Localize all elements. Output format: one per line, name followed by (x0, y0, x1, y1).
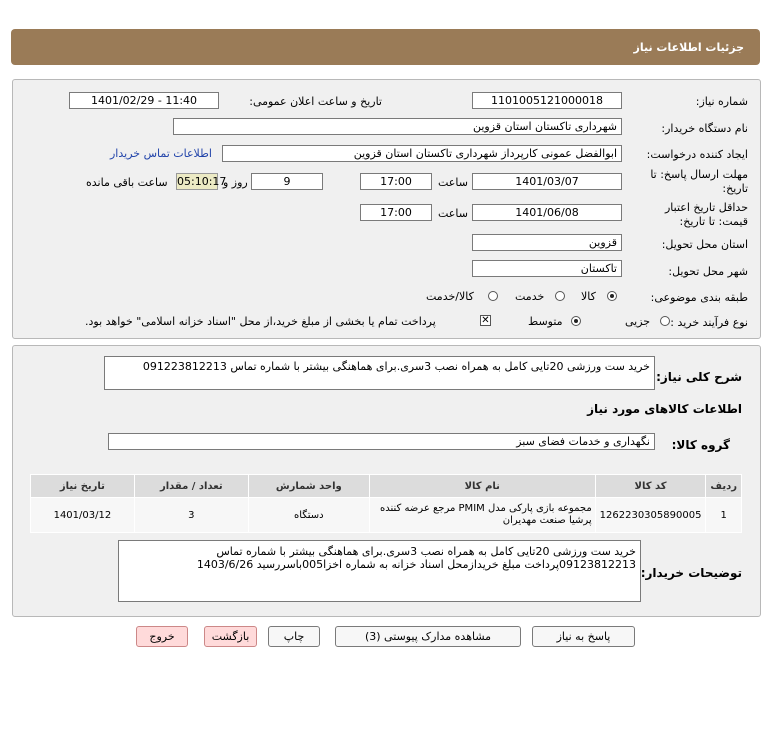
cell-row: 1 (706, 498, 742, 533)
col-row: ردیف (706, 475, 742, 498)
city-label: شهر محل تحویل: (668, 265, 748, 278)
col-qty: تعداد / مقدار (134, 475, 248, 498)
process-radio-medium[interactable] (571, 316, 581, 326)
buyer-org-label: نام دستگاه خریدار: (661, 122, 748, 135)
category-option-goods: کالا (581, 290, 596, 303)
province-field: قزوین (472, 234, 622, 251)
category-radio-both[interactable] (488, 291, 498, 301)
need-number-field: 1101005121000018 (472, 92, 622, 109)
category-radio-goods[interactable] (607, 291, 617, 301)
goods-group-field: نگهداری و خدمات فضای سبز (108, 433, 655, 450)
page-header (11, 29, 760, 65)
buyer-contact-link[interactable]: اطلاعات تماس خریدار (110, 147, 212, 160)
buyer-notes-line-2: 09123812213پرداخت مبلغ خریدازمحل اسناد خزانه به شماره اخزا005باسررسید 1403/6/26 (196, 558, 636, 571)
category-option-both: کالا/خدمت (426, 290, 474, 303)
col-unit: واحد شمارش (248, 475, 369, 498)
process-radio-minor[interactable] (660, 316, 670, 326)
attachments-button[interactable]: مشاهده مدارک پیوستی (3) (335, 626, 521, 647)
validity-label-date: قیمت: تا تاریخ: (679, 215, 748, 228)
deadline-label-date: تاریخ: (722, 182, 748, 195)
announce-label: تاریخ و ساعت اعلان عمومی: (249, 95, 382, 108)
table-row (31, 498, 742, 533)
validity-date-field: 1401/06/08 (472, 204, 622, 221)
requester-label: ایجاد کننده درخواست: (646, 148, 748, 161)
reply-button[interactable]: پاسخ به نیاز (532, 626, 635, 647)
remaining-label: ساعت باقی مانده (86, 176, 168, 189)
goods-table-header (31, 475, 742, 498)
process-label: نوع فرآیند خرید : (670, 316, 748, 329)
deadline-time-field: 17:00 (360, 173, 432, 190)
validity-time-label: ساعت (438, 207, 468, 220)
summary-label: شرح کلی نیاز: (656, 370, 742, 384)
buyer-notes-label: توضیحات خریدار: (640, 566, 742, 580)
cell-qty: 3 (134, 498, 248, 533)
requester-field: ابوالفضل عمونی کارپرداز شهرداری تاکستان استان قزوین (222, 145, 622, 162)
treasury-payment-checkbox[interactable]: ✕ (481, 315, 490, 326)
back-button[interactable]: بازگشت (204, 626, 257, 647)
city-field: تاکستان (472, 260, 622, 277)
treasury-payment-note: پرداخت تمام یا بخشی از مبلغ خرید،از محل "اسناد خزانه اسلامی" خواهد بود. (85, 315, 436, 328)
days-field: 9 (251, 173, 323, 190)
category-option-service: خدمت (515, 290, 545, 303)
process-option-minor: جزیی (625, 315, 651, 328)
validity-time-field: 17:00 (360, 204, 432, 221)
buyer-notes-line-1: خرید ست ورزشی 20تایی کامل به همراه نصب 3سری.برای هماهنگی بیشتر با شماره تماس (216, 545, 636, 558)
print-button[interactable]: چاپ (268, 626, 320, 647)
announce-field: 1401/02/29 - 11:40 (69, 92, 219, 109)
cell-code: 1262230305890005 (595, 498, 706, 533)
exit-button[interactable]: خروج (136, 626, 188, 647)
goods-section-title: اطلاعات کالاهای مورد نیاز (587, 402, 742, 416)
cell-unit: دستگاه (248, 498, 369, 533)
buyer-notes-field (118, 540, 641, 602)
need-number-label: شماره نیاز: (695, 95, 748, 108)
col-date: تاریخ نیاز (31, 475, 135, 498)
remaining-time-field: 05:10:17 (177, 175, 227, 188)
col-name: نام کالا (369, 475, 595, 498)
page-title: جزئیات اطلاعات نیاز (633, 41, 744, 54)
process-option-medium: متوسط (528, 315, 563, 328)
col-code: کد کالا (595, 475, 706, 498)
province-label: استان محل تحویل: (661, 238, 748, 251)
days-label: روز و (223, 176, 248, 189)
goods-group-label: گروه کالا: (671, 438, 730, 452)
buyer-org-field: شهرداری تاکستان استان قزوین (173, 118, 622, 135)
summary-field: خرید ست ورزشی 20تایی کامل به همراه نصب 3سری.برای هماهنگی بیشتر با شماره تماس 091223812213 (104, 356, 655, 390)
cell-name: مجموعه بازی پارکی مدل PMIM مرجع عرضه کننده پرشیا صنعت مهدیران (369, 498, 595, 533)
category-radio-service[interactable] (555, 291, 565, 301)
validity-label: حداقل تاریخ اعتبار (664, 201, 748, 214)
deadline-label: مهلت ارسال پاسخ: تا (650, 168, 748, 181)
goods-table (30, 474, 742, 533)
deadline-time-label: ساعت (438, 176, 468, 189)
deadline-date-field: 1401/03/07 (472, 173, 622, 190)
category-label: طبقه بندی موضوعی: (650, 291, 748, 304)
cell-date: 1401/03/12 (31, 498, 135, 533)
